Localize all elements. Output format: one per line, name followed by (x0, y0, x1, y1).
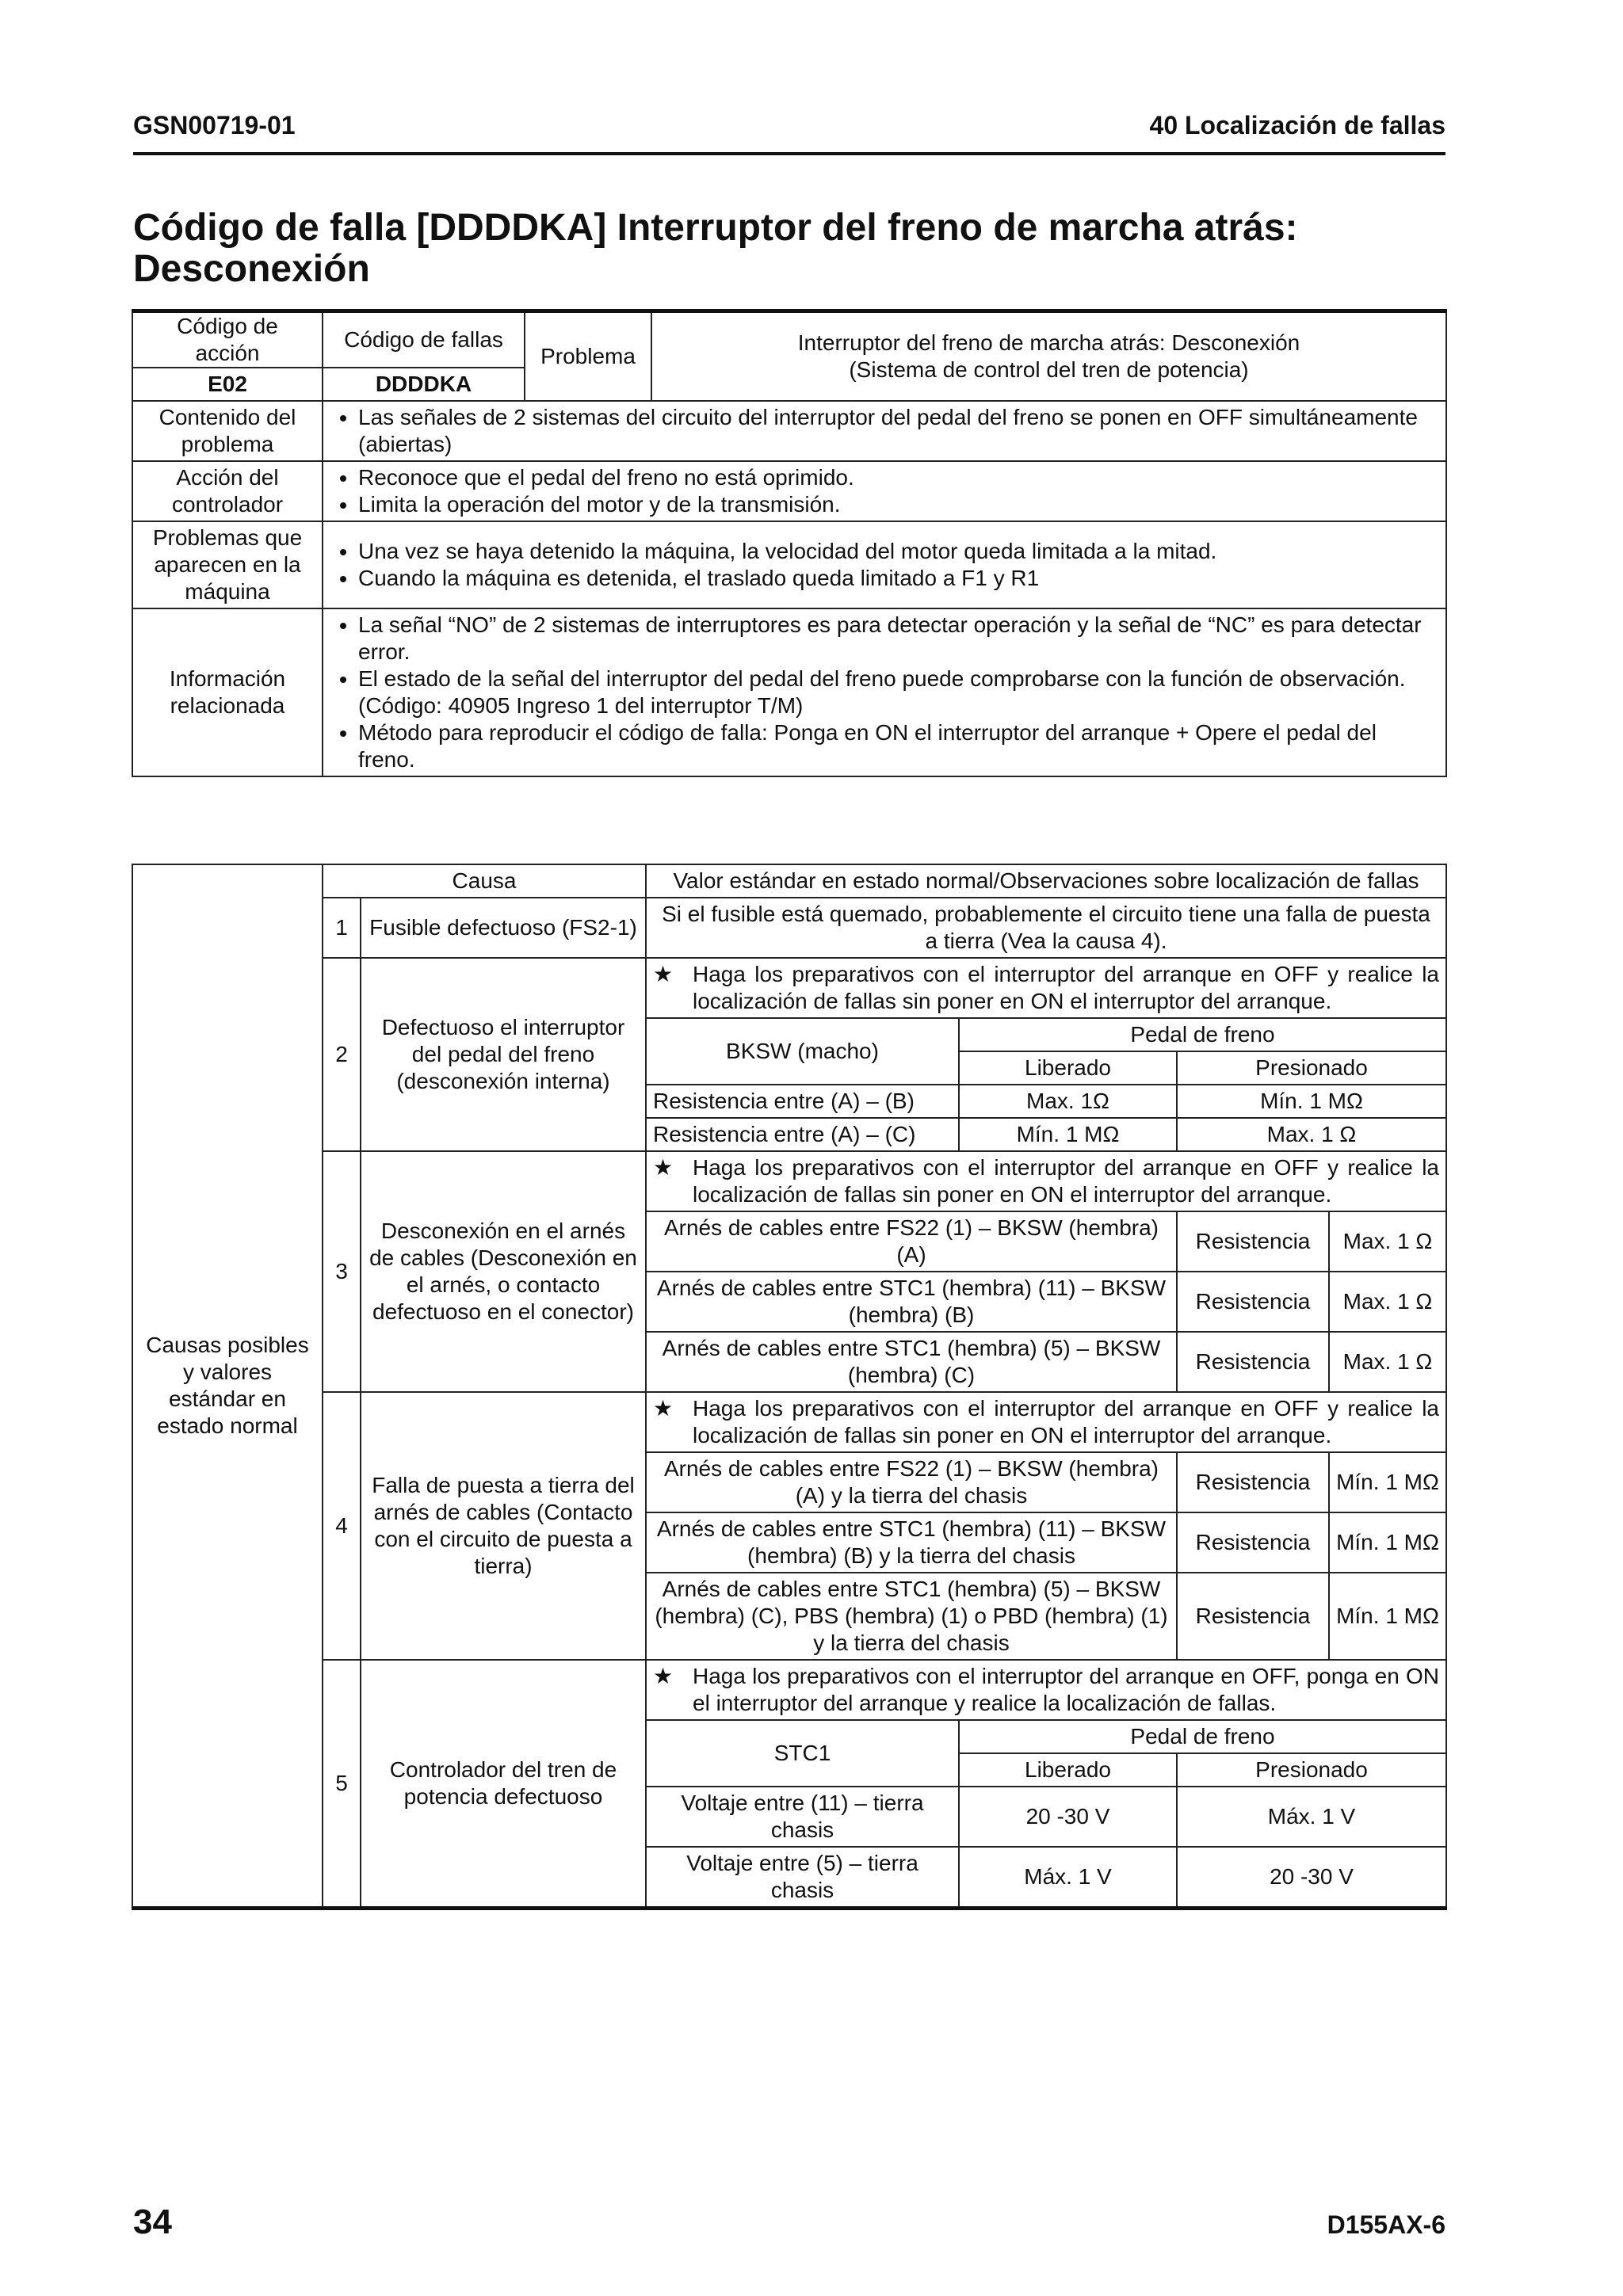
fault-info-table (132, 309, 1447, 777)
bullet-item: • Limita la operación del motor y de la transmisión. (358, 491, 1439, 518)
prep-text: Haga los preparativos con el interruptor del arranque en OFF, ponga en ON el interruptor del arranque y realice la localización de fallas. (693, 1664, 1439, 1715)
prep-note (646, 958, 1446, 1018)
causes-table (132, 864, 1447, 1910)
bullet-item: • El estado de la señal del interruptor del pedal del freno puede comprobarse con la función de observación. (Código: 40905 Ingreso 1 del interruptor T/M) (358, 666, 1439, 719)
problem-text-2: (Sistema de control del tren de potencia) (849, 357, 1249, 382)
star-icon: ★ (653, 1155, 674, 1180)
prep-text: Haga los preparativos con el interruptor del arranque en OFF y realice la localización de fallas sin poner en ON el interruptor del arranque. (693, 1396, 1439, 1447)
prep-note (646, 1660, 1446, 1720)
document-code: GSN00719-01 (133, 111, 296, 139)
pedal-header: Pedal de freno (959, 1720, 1446, 1753)
cause-text: Controlador del tren de potencia defectuoso (361, 1660, 646, 1909)
measure-value: Mín. 1 MΩ (1329, 1512, 1446, 1573)
connector-label: STC1 (646, 1720, 959, 1787)
released-header: Liberado (959, 1051, 1177, 1085)
row-label-problem-content: Contenido del problema (132, 401, 323, 461)
pressed-value: 20 -30 V (1177, 1847, 1446, 1909)
row-label-related-info: Información relacionada (132, 608, 323, 776)
star-icon: ★ (653, 962, 674, 986)
cause-number: 3 (323, 1151, 361, 1392)
bullet-item: • Cuando la máquina es detenida, el traslado queda limitado a F1 y R1 (358, 565, 1439, 592)
cause-text: Fusible defectuoso (FS2-1) (361, 898, 646, 958)
measure-label: Voltaje entre (5) – tierra chasis (646, 1847, 959, 1909)
cause-text: Desconexión en el arnés de cables (Desconexión en el arnés, o contacto defectuoso en el conector) (361, 1151, 646, 1392)
prep-note (646, 1151, 1446, 1211)
measure-kind: Resistencia (1177, 1332, 1329, 1392)
page-title-line-1: Código de falla [DDDDKA] Interruptor del freno de marcha atrás: (133, 207, 1298, 249)
star-icon: ★ (653, 1664, 674, 1688)
fault-code-label: Código de fallas (323, 311, 525, 368)
row-content-related-info (323, 608, 1446, 776)
section-title: 40 Localización de fallas (1149, 111, 1445, 139)
measure-value: Max. 1 Ω (1329, 1272, 1446, 1332)
header-rule (133, 152, 1445, 155)
connector-label: BKSW (macho) (646, 1018, 959, 1085)
pressed-value: Mín. 1 MΩ (1177, 1085, 1446, 1118)
bullet-item: • Reconoce que el pedal del freno no está oprimido. (358, 464, 1439, 491)
row-content-controller-action (323, 461, 1446, 521)
problem-label: Problema (525, 311, 651, 402)
cause-text: Defectuoso el interruptor del pedal del freno (desconexión interna) (361, 958, 646, 1151)
released-value: Máx. 1 V (959, 1847, 1177, 1909)
harness-label: Arnés de cables entre STC1 (hembra) (11) – BKSW (hembra) (B) (646, 1272, 1177, 1332)
row-label-machine-problems: Problemas que aparecen en la máquina (132, 521, 323, 608)
released-header: Liberado (959, 1753, 1177, 1787)
row-content-machine-problems (323, 521, 1446, 608)
cause-number: 2 (323, 958, 361, 1151)
measure-kind: Resistencia (1177, 1452, 1329, 1512)
action-code: E02 (132, 368, 323, 401)
fault-code: DDDDKA (323, 368, 525, 401)
causes-side-label: Causas posibles y valores estándar en estado normal (132, 864, 323, 1909)
col-header-cause: Causa (323, 864, 646, 898)
measure-kind: Resistencia (1177, 1211, 1329, 1272)
page-number: 34 (133, 2203, 172, 2241)
measure-label: Resistencia entre (A) – (C) (646, 1118, 959, 1151)
bullet-item: • Método para reproducir el código de falla: Ponga en ON el interruptor del arranque + Opere el pedal del freno. (358, 719, 1439, 773)
bullet-item: • La señal “NO” de 2 sistemas de interruptores es para detectar operación y la señal de “NC” es para detectar error. (358, 612, 1439, 666)
cause-number: 5 (323, 1660, 361, 1909)
cause-value: Si el fusible está quemado, probablemente el circuito tiene una falla de puesta a tierra (Vea la causa 4). (646, 898, 1446, 958)
cause-number: 4 (323, 1392, 361, 1660)
measure-kind: Resistencia (1177, 1573, 1329, 1660)
measure-kind: Resistencia (1177, 1512, 1329, 1573)
released-value: Mín. 1 MΩ (959, 1118, 1177, 1151)
cause-text: Falla de puesta a tierra del arnés de cables (Contacto con el circuito de puesta a tierra) (361, 1392, 646, 1660)
pressed-header: Presionado (1177, 1753, 1446, 1787)
problem-text-1: Interruptor del freno de marcha atrás: Desconexión (797, 330, 1300, 355)
measure-value: Mín. 1 MΩ (1329, 1452, 1446, 1512)
prep-note (646, 1392, 1446, 1452)
pedal-header: Pedal de freno (959, 1018, 1446, 1051)
measure-kind: Resistencia (1177, 1272, 1329, 1332)
measure-label: Voltaje entre (11) – tierra chasis (646, 1787, 959, 1847)
cause-number: 1 (323, 898, 361, 958)
released-value: 20 -30 V (959, 1787, 1177, 1847)
pressed-value: Máx. 1 V (1177, 1787, 1446, 1847)
row-label-controller-action: Acción del controlador (132, 461, 323, 521)
measure-value: Max. 1 Ω (1329, 1332, 1446, 1392)
measure-value: Max. 1 Ω (1329, 1211, 1446, 1272)
page-title (133, 208, 1465, 290)
harness-label: Arnés de cables entre STC1 (hembra) (11) – BKSW (hembra) (B) y la tierra del chasis (646, 1512, 1177, 1573)
prep-text: Haga los preparativos con el interruptor del arranque en OFF y realice la localización de fallas sin poner en ON el interruptor del arranque. (693, 962, 1439, 1013)
action-code-label: Código de acción (132, 311, 323, 368)
row-content-problem-content (323, 401, 1446, 461)
prep-text: Haga los preparativos con el interruptor del arranque en OFF y realice la localización de fallas sin poner en ON el interruptor del arranque. (693, 1155, 1439, 1207)
released-value: Max. 1Ω (959, 1085, 1177, 1118)
star-icon: ★ (653, 1396, 674, 1421)
machine-model: D155AX-6 (1327, 2210, 1445, 2239)
harness-label: Arnés de cables entre STC1 (hembra) (5) – BKSW (hembra) (C) (646, 1332, 1177, 1392)
bullet-item: • Una vez se haya detenido la máquina, la velocidad del motor queda limitada a la mitad. (358, 538, 1439, 565)
pressed-value: Max. 1 Ω (1177, 1118, 1446, 1151)
harness-label: Arnés de cables entre STC1 (hembra) (5) – BKSW (hembra) (C), PBS (hembra) (1) o PBD (hembra) (1) y la tierra del chasis (646, 1573, 1177, 1660)
problem-description (651, 311, 1446, 402)
pressed-header: Presionado (1177, 1051, 1446, 1085)
measure-value: Mín. 1 MΩ (1329, 1573, 1446, 1660)
measure-label: Resistencia entre (A) – (B) (646, 1085, 959, 1118)
harness-label: Arnés de cables entre FS22 (1) – BKSW (hembra) (A) y la tierra del chasis (646, 1452, 1177, 1512)
col-header-value: Valor estándar en estado normal/Observaciones sobre localización de fallas (646, 864, 1446, 898)
bullet-item: • Las señales de 2 sistemas del circuito del interruptor del pedal del freno se ponen en OFF simultáneamente (abiertas) (358, 404, 1439, 458)
harness-label: Arnés de cables entre FS22 (1) – BKSW (hembra) (A) (646, 1211, 1177, 1272)
page-title-line-2: Desconexión (133, 248, 370, 290)
